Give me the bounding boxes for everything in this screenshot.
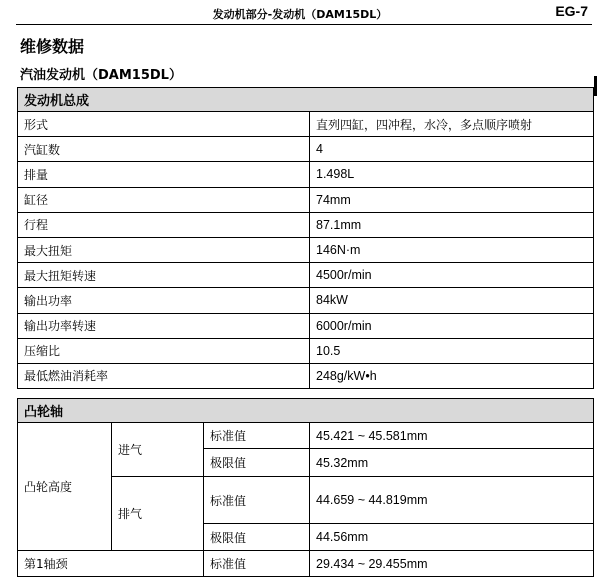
table-row [18, 338, 594, 363]
table-row [18, 237, 594, 262]
row-label: 压缩比 [18, 338, 310, 363]
row-value: 4 [310, 137, 594, 162]
intake-limit-value: 45.32mm [310, 449, 594, 477]
row-label: 排量 [18, 162, 310, 187]
row-value: 10.5 [310, 338, 594, 363]
row-label: 输出功率 [18, 288, 310, 313]
limit-label: 极限值 [204, 524, 310, 551]
intake-label: 进气 [112, 423, 204, 477]
engine-assembly-table [17, 87, 594, 389]
row-value: 87.1mm [310, 212, 594, 237]
exhaust-label: 排气 [112, 477, 204, 551]
row-label: 行程 [18, 212, 310, 237]
table-row [18, 112, 594, 137]
row-value: 248g/kW•h [310, 363, 594, 388]
engine-table-title: 发动机总成 [18, 88, 594, 112]
row-label: 输出功率转速 [18, 313, 310, 338]
table-row [18, 313, 594, 338]
limit-label: 极限值 [204, 449, 310, 477]
standard-label: 标准值 [204, 551, 310, 577]
row-label: 形式 [18, 112, 310, 137]
standard-label: 标准值 [204, 423, 310, 449]
row-value: 6000r/min [310, 313, 594, 338]
lobe-height-label: 凸轮高度 [18, 423, 112, 551]
table-row [18, 162, 594, 187]
table-row [18, 263, 594, 288]
standard-label: 标准值 [204, 477, 310, 524]
table-row [18, 137, 594, 162]
camshaft-table-title: 凸轮轴 [18, 399, 594, 423]
section-title: 维修数据 [20, 37, 85, 56]
table-row [18, 187, 594, 212]
row-value: 直列四缸，四冲程，水冷，多点顺序喷射 [310, 112, 594, 137]
journal1-standard-value: 29.434 ~ 29.455mm [310, 551, 594, 577]
table-row [18, 363, 594, 388]
row-value: 84kW [310, 288, 594, 313]
exhaust-limit-value: 44.56mm [310, 524, 594, 551]
intake-standard-value: 45.421 ~ 45.581mm [310, 423, 594, 449]
row-value: 146N·m [310, 237, 594, 262]
journal1-label: 第1轴颈 [18, 551, 204, 577]
page-number: EG-7 [555, 3, 588, 19]
engine-model-title: 汽油发动机（DAM15DL） [20, 68, 182, 83]
row-label: 缸径 [18, 187, 310, 212]
row-label: 最低燃油消耗率 [18, 363, 310, 388]
exhaust-standard-value: 44.659 ~ 44.819mm [310, 477, 594, 524]
table-row [18, 288, 594, 313]
camshaft-table [17, 398, 594, 577]
row-value: 1.498L [310, 162, 594, 187]
header-title: 发动机部分-发动机（DAM15DL） [212, 8, 388, 21]
row-label: 最大扭矩转速 [18, 263, 310, 288]
row-value: 4500r/min [310, 263, 594, 288]
row-label: 最大扭矩 [18, 237, 310, 262]
row-value: 74mm [310, 187, 594, 212]
header-rule [16, 24, 592, 25]
margin-mark [594, 76, 597, 96]
row-label: 汽缸数 [18, 137, 310, 162]
page-header [0, 0, 600, 24]
table-row [18, 212, 594, 237]
